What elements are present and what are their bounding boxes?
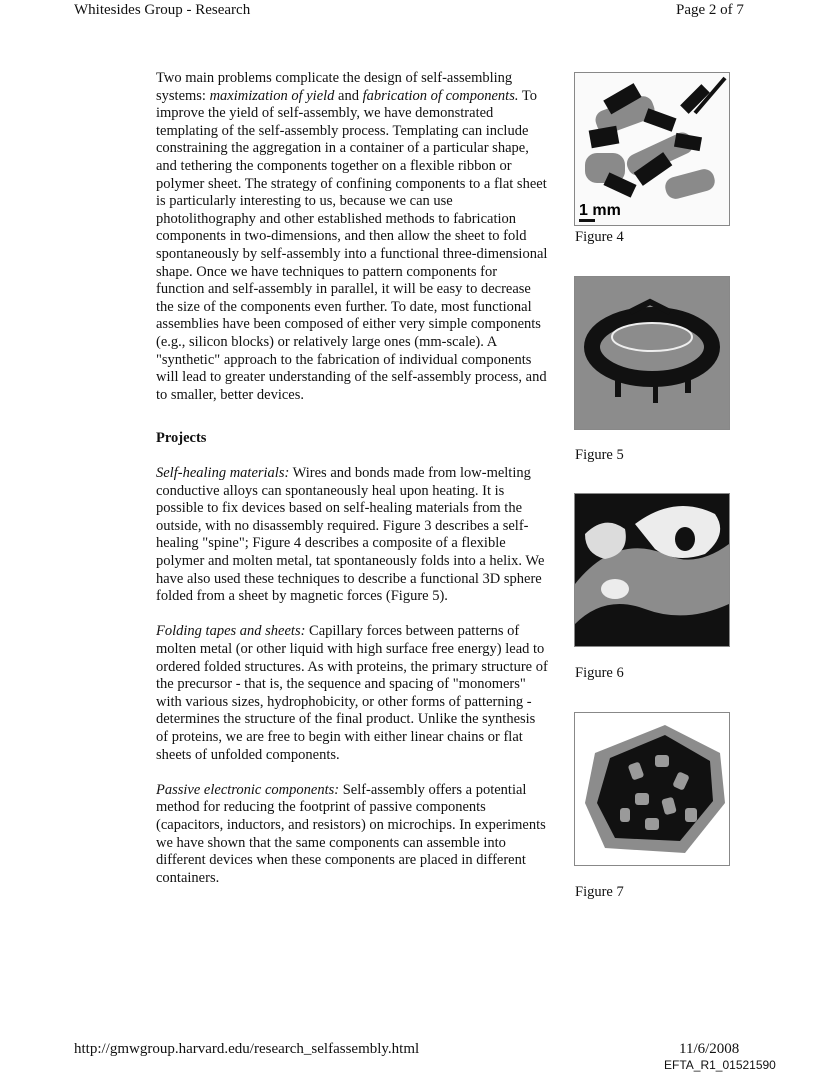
projects-heading: Projects (156, 429, 207, 446)
intro-text-3: To improve the yield of self-assembly, we have demonstrated templating of the self-assembly process. Templating can include constraining the aggregation in a container of a particular shape, and tethering the components together on a flexible ribbon or polymer sheet. The strategy of confining components to a flat sheet is particularly interesting to us, because we can use photolithography and other established methods to fabrication components in two-dimensions, and then allow the sheet to fold spontaneously by self-assembly into a functional three-dimensional shape. Once we have techniques to pattern components for function and self-assembly in parallel, it will be easy to decrease the size of the components even further. To date, most functional assemblies have been composed of either very simple components (e.g., silicon blocks) or relatively large ones (mm-scale). A "synthetic" approach to the fabrication of individual components will lead to greater understanding of the self-assembly process, and to smaller, better devices. (156, 87, 548, 403)
intro-text-1: Two main problems complicate the design of self-assembling systems: (156, 70, 513, 104)
figure-7-caption: Figure 7 (575, 884, 624, 900)
scale-bar-label: 1 mm (579, 202, 621, 219)
project-passive-electronics (156, 782, 548, 888)
figure-4-image (574, 72, 730, 226)
page-number: Page 2 of 7 (676, 2, 744, 18)
figure-7-image (574, 712, 730, 866)
project-text: Wires and bonds made from low-melting conductive alloys can spontaneously heal upon heating. It is possible to fix devices based on self-healing materials from the outside, with no disassembly required. Figure 3 describes a self-healing "spine"; Figure 4 describes a composite of a flexible polymer and molten metal, tat spontaneously folds into a helix. We have also used these techniques to describe a functional 3D sphere folded from a sheet by magnetic forces (Figure 5). (156, 465, 545, 605)
figure-6-image (574, 493, 730, 647)
figure-5-caption: Figure 5 (575, 447, 624, 463)
document-id: EFTA_R1_01521590 (664, 1058, 776, 1072)
main-text (156, 70, 548, 905)
figure-6-caption: Figure 6 (575, 665, 624, 681)
footer-url: http://gmwgroup.harvard.edu/research_selfassembly.html (74, 1041, 420, 1057)
figure-4-caption: Figure 4 (575, 229, 624, 245)
figure-5-image (574, 276, 730, 430)
header-title: Whitesides Group - Research (74, 2, 251, 18)
footer-date: 11/6/2008 (679, 1041, 740, 1057)
project-title: Passive electronic components: (156, 781, 340, 798)
project-text: Capillary forces between patterns of molten metal (or other liquid with high surface free energy) lead to ordered folded structures. As with proteins, the primary structure of the precursor - that is, the sequence and spacing of "monomers" with various sizes, hydrophobicity, or other forms of patterning - determines the structure of the final product. Unlike the synthesis of proteins, we are free to begin with either linear chains or flat sheets of unfolded components. (156, 623, 548, 763)
project-title: Folding tapes and sheets: (156, 623, 306, 640)
intro-text-2: and (334, 87, 363, 104)
intro-emphasis-fabrication: fabrication of components. (362, 87, 519, 104)
project-text: Self-assembly offers a potential method for reducing the footprint of passive components (capacitors, inductors, and resistors) on microchips. In experiments we have shown that the same components can assemble into different devices when these components are placed in different containers. (156, 781, 546, 886)
intro-paragraph (156, 70, 548, 404)
project-folding (156, 623, 548, 764)
intro-emphasis-yield: maximization of yield (209, 87, 335, 104)
project-self-healing (156, 465, 548, 606)
project-title: Self-healing materials: (156, 465, 290, 482)
spacer (156, 422, 548, 430)
